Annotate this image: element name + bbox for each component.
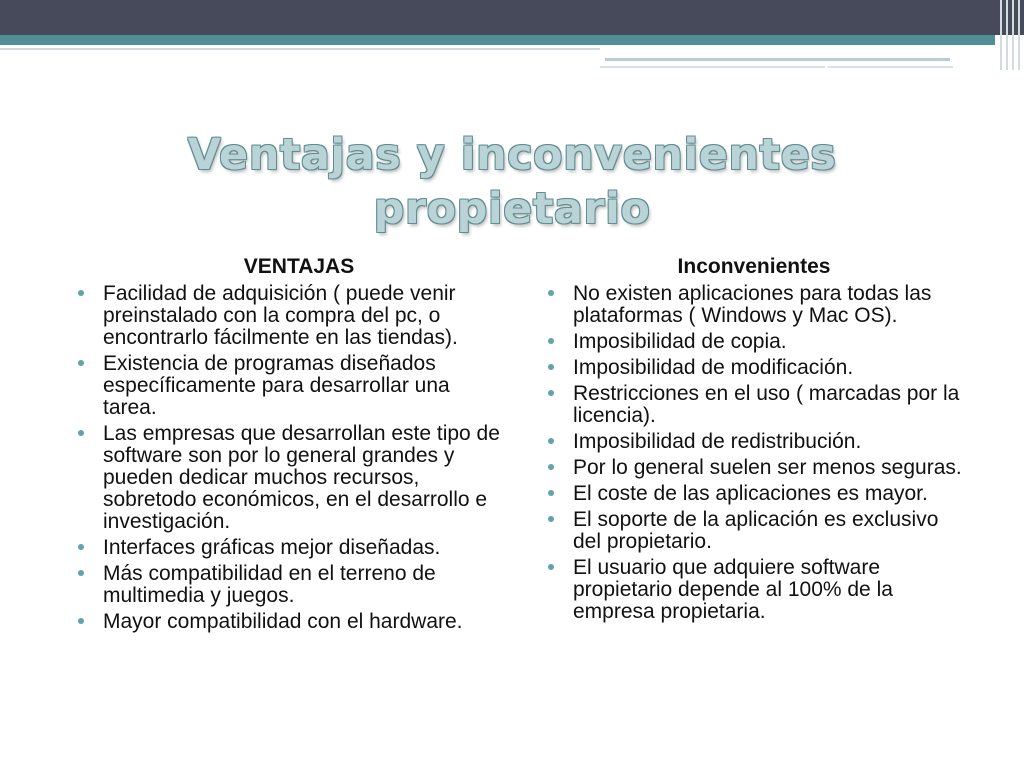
bullet-dot-icon — [78, 430, 84, 436]
header-line — [600, 66, 825, 68]
list-item — [74, 353, 504, 419]
list-item — [74, 611, 504, 633]
list-item-text: No existen aplicaciones para todas las plataformas ( Windows y Mac OS). — [573, 282, 932, 327]
bullet-dot-icon — [548, 364, 554, 370]
ventajas-heading: VENTAJAS — [243, 255, 355, 278]
ventajas-column — [74, 254, 504, 637]
list-item-text: El usuario que adquiere software propietario depende al 100% de la empresa propietaria. — [573, 556, 893, 623]
list-item-text: Mayor compatibilidad con el hardware. — [103, 610, 463, 633]
list-item-text: Por lo general suelen ser menos seguras. — [573, 456, 962, 479]
list-item-text: Imposibilidad de redistribución. — [573, 430, 862, 453]
list-item-text: Existencia de programas diseñados específicamente para desarrollar una tarea. — [103, 352, 450, 419]
header-line — [828, 66, 953, 68]
list-item — [544, 431, 964, 453]
list-item-text: Imposibilidad de copia. — [573, 330, 787, 353]
list-item-text: El coste de las aplicaciones es mayor. — [573, 482, 928, 505]
bullet-dot-icon — [548, 564, 554, 570]
list-item — [544, 509, 964, 553]
inconvenientes-heading: Inconvenientes — [677, 255, 831, 278]
list-item — [74, 283, 504, 349]
list-item — [544, 331, 964, 353]
bullet-dot-icon — [548, 390, 554, 396]
bullet-dot-icon — [548, 464, 554, 470]
list-item — [74, 423, 504, 533]
bullet-dot-icon — [78, 360, 84, 366]
bullet-dot-icon — [78, 544, 84, 550]
bullet-dot-icon — [78, 570, 84, 576]
list-item-text: Interfaces gráficas mejor diseñadas. — [103, 536, 441, 559]
inconvenientes-column — [544, 254, 964, 627]
bullet-dot-icon — [548, 290, 554, 296]
list-item — [544, 457, 964, 479]
bullet-dot-icon — [548, 516, 554, 522]
list-item-text: Imposibilidad de modificación. — [573, 356, 854, 379]
list-item-text: Más compatibilidad en el terreno de multimedia y juegos. — [103, 562, 436, 607]
list-item — [544, 383, 964, 427]
header-dark-band — [0, 0, 1024, 35]
bullet-dot-icon — [78, 290, 84, 296]
bullet-dot-icon — [78, 618, 84, 624]
list-item-text: El soporte de la aplicación es exclusivo del propietario. — [573, 508, 939, 553]
list-item — [74, 537, 504, 559]
slide-title-line: propietario — [373, 184, 651, 234]
header-vertical-lines — [998, 0, 1024, 70]
list-item — [544, 483, 964, 505]
bullet-dot-icon — [548, 338, 554, 344]
list-item — [544, 557, 964, 623]
header-line — [0, 48, 600, 50]
ventajas-list — [74, 283, 504, 633]
inconvenientes-list — [544, 283, 964, 623]
list-item — [544, 283, 964, 327]
list-item — [544, 357, 964, 379]
list-item-text: Las empresas que desarrollan este tipo de software son por lo general grandes y pueden dedicar muchos recursos, sobretodo económicos, en el desarrollo e investigación. — [103, 422, 500, 533]
list-item — [74, 563, 504, 607]
slide-title-line: Ventajas y inconvenientes — [187, 130, 837, 180]
bullet-dot-icon — [548, 490, 554, 496]
slide-title — [60, 128, 964, 236]
bullet-dot-icon — [548, 438, 554, 444]
list-item-text: Restricciones en el uso ( marcadas por la licencia). — [573, 382, 960, 427]
header-line — [605, 58, 950, 61]
header-teal-band — [0, 35, 995, 45]
list-item-text: Facilidad de adquisición ( puede venir preinstalado con la compra del pc, o encontrarlo fácilmente en las tiendas). — [103, 282, 458, 349]
